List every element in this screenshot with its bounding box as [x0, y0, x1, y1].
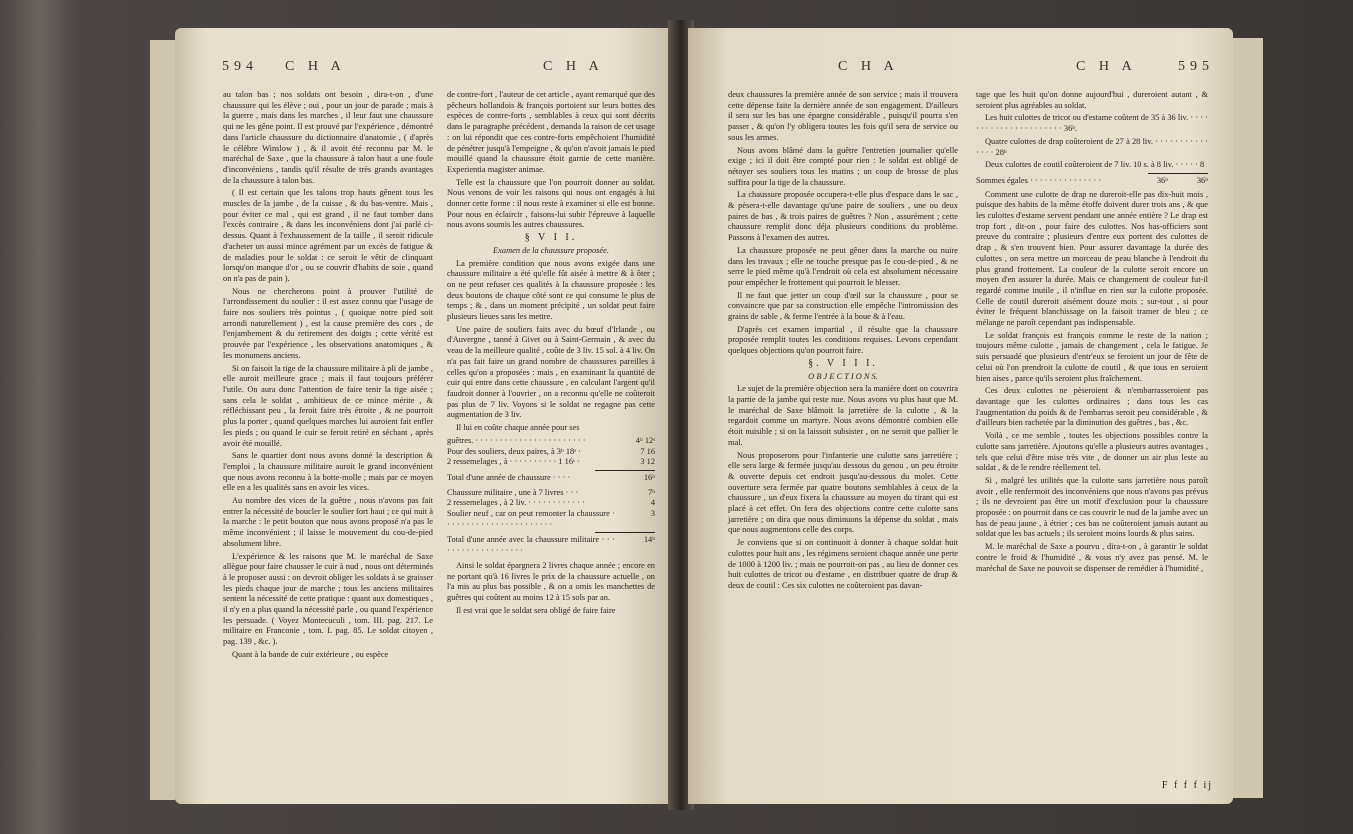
paragraph: Quant à la bande de cuir extérieure , ou espèce — [232, 649, 389, 659]
paragraph: Ainsi le soldat épargnera 2 livres chaque année ; encore en ne portant qu'à 16 livres le prix de la chaussure actuelle , on l'a mis au plus bas possible , & on a omis les manchettes de guêtres qui coûtent au moins 12 à 15 sols par an. — [447, 560, 655, 602]
paragraph: Nous avons blâmé dans la guêtre l'entretien journalier qu'elle exige ; ici il doit être compté pour rien : le soldat est obligé de nétoyer ses souliers tous les matins ; un coup de brosse de plus suffira pour la tige de la chaussure. — [728, 145, 958, 187]
left-page — [175, 28, 672, 804]
paragraph: Voilà , ce me semble , toutes les objections possibles contre la culotte sans jarretière. Ajoutons qu'elle a plusieurs autres avantages , tels que celui d'être mise très vite , de donner un air plus leste au soldat , & de le rendre réellement tel. — [976, 431, 1208, 473]
paragraph: Ces deux culottes ne pèseroient & n'embarrasseroient pas davantage que les culottes ordinaires ; dans tous les cas l'augmentation du poids & de l'embarras seroit peu considérable , & d'ailleurs bien rachetée par la diminution des guêtres , bas , &c. — [976, 386, 1208, 428]
paragraph: Une paire de souliers faits avec du bœuf d'Irlande , ou d'Auvergne , tanné à Givet ou à Saint-Germain , & avec du veau de la meilleure qualité , coûte de 3 liv. 15 sol. à 4 liv. On n'a pas fait faire un grand nombre de chaussures pareilles à celles qu'on a proposées : mais , en examinant la quantité de cuir qui entre dans cette chaussure , en calculant l'argent qu'il faudroit donner à l'ouvrier , on a reconnu qu'elle ne coûteroit pas plus de 7 liv. Voyons si le soldat ne regagne pas cette augmentation de 3 liv. — [447, 324, 655, 420]
paragraph: Si on faisoit la tige de la chaussure militaire à pli de jambe , elle auroit meilleure grace ; mais il faut toujours préférer l'utile. On aura donc l'attention de faire tenir la tige aisée ; sans cela le soldat , ambitieux de ce mince mérite , & réfléchissant peu , la feroit faire très étroite , & ne pourroit plus la porter , quand quelques marches lui auroient fait enfler les pieds ; ou quand le cuir se feroit retiré en séchant , après avoir été mouillé. — [223, 363, 433, 448]
paragraph: Si , malgré les utilités que la culotte sans jarretière nous paroît avoir , elle renfermoit des inconvéniens que nous n'avons pas prévus ; ils ne devroient pas être un motif d'exclusion pour la chaussure proposée : on pourroit dans ce cas couvrir le nud de la jambe avec un bas de peau jaune , à étrier ; ces bas ne coûteroient jamais autant au soldat que les bas actuels ; ils seroient moins lourds & plus sains. — [976, 475, 1208, 539]
left-page-column-1 — [223, 90, 433, 663]
cost-row: Soulier neuf , car on peut remonter la chaussure · · · · · · · · · · · · · · · · · · · · · · · 3 — [447, 509, 655, 529]
paragraph: L'expérience & les raisons que M. le maréchal de Saxe allègue pour faire chausser le cuir à nud , nous ont déterminés à le proposer aussi : on devroit obliger les soldats à se graisser les pieds chaque jour de marche ; tous les anciens militaires sentent la nécessité de cette pratique : quant aux domestiques , il n'y en a plus quand la nécessité parle , ou quand l'expérience les persuade. ( Voyez Montecuculi , tom. III. pag. 217. Le militaire en Franconie , tom. I. pag. 85. Le soldat citoyen , pag. 139 , &c. ). — [223, 551, 433, 647]
section-subtitle: O B J E C T I O N S. — [808, 371, 878, 381]
right-page-column-2 — [976, 90, 1208, 576]
running-head-left-2: C H A — [543, 59, 604, 74]
paragraph: La chaussure proposée occupera-t-elle plus d'espace dans le sac , & pèsera-t-elle davantage qu'une paire de souliers , une ou deux paires de bas , & trois paires de guêtres ? Non , assurément ; cette chaussure remplit donc déja plusieurs conditions du problème. Passons à l'examen des autres. — [728, 190, 958, 243]
running-head-left-1: C H A — [285, 59, 346, 74]
paragraph: ( Il est certain que les talons trop hauts gênent tous les muscles de la jambe , de la cuisse , & du bas-ventre. Mais , pour éviter ce mal , qui est grand , il ne faut tomber dans l'excès contraire , & dans les inconvéniens dont j'ai parlé ci-dessus. Quant à l'exhaussement de la taille , il seroit ridicule d'acheter un aussi mince agrément par un excès de fatigue & de maladies pour le soldat : ce seroit le vêtir de clinquant lorsqu'on manque d'or , ou se couvrir d'habits de soie , quand on n'a pas de pain ). — [223, 188, 433, 283]
cost-row: Chaussure militaire , une à 7 livres · · · 7ˡᶦ — [447, 487, 655, 497]
paragraph: au talon bas ; nos soldats ont besoin , dira-t-on , d'une chaussure qui les élève ; oui , pour un jour de parade ; mais à la guerre , mais dans les marches , il leur faut une chaussure qui ne les gêne point. Il est prouvé par l'expérience , démontré dans l'article chaussure du dictionnaire d'anatomie , ( d'après le célèbre Winslow ) , & il avoit été reconnu par M. le maréchal de Saxe , que la chaussure à talon haut a une foule d'inconvéniens , tandis qu'il résulte de très grands avantages de la chaussure à talon bas. — [223, 90, 433, 185]
running-head-right-2: C H A — [1076, 59, 1137, 74]
paragraph: tage que les huit qu'on donne aujourd'hui , dureroient autant , & seroient plus agréables au soldat. — [976, 90, 1208, 110]
paragraph: Nous proposerons pour l'infanterie une culotte sans jarretière ; elle sera large & fermée jusqu'au dessous du genou , un peu étroite & ouverte depuis cet endroit jusqu'au-dessous du molet. Cette ouverture sera fermée par quatre boutons semblables à ceux de la chaussure , un d'eux fixera la chaussure au moyen du tirant qui est placé à cet effet. On fera des objections contre cette culotte sans jarretière ; on dira que nous diminuons la dépense du soldat , mais que nous augmentons celle des corps. — [728, 450, 958, 535]
section-heading: §. V I I I. — [808, 357, 878, 369]
sum-line: Sommes égales · · · · · · · · · · · · · · · 36ˡᶦ 36ˡᶦ — [976, 175, 1208, 185]
total-rule — [1148, 173, 1208, 174]
cost-row: 2 ressemelages , à · · · · · · · · · · 1 16ˢ · 3 12 — [447, 457, 655, 467]
left-page-column-2 — [447, 90, 655, 618]
paragraph: Le sujet de la première objection sera la manière dont on couvrira la partie de la jambe qui reste nue. Nous avons vu plus haut que M. le maréchal de Saxe blâmoit la jarretière de la culotte , & la regardoit comme un martyre. Nous avons démontré combien elle étoit nuisible ; si on la laissoit subsister , on ne seroit que pallier le mal. — [728, 384, 958, 447]
page-edges-right — [1233, 38, 1263, 798]
paragraph: La première condition que nous avons exigée dans une chaussure militaire a été qu'elle fût aisée à mettre & à ôter ; on ne peut refuser ces qualités à la chaussure proposée : les deux boutons de chaque côté sont ce qui consume le plus de temps ; & , dans un moment précipité , un soldat peut faire plusieurs lieues sans les mettre. — [447, 258, 655, 322]
total-rule — [595, 532, 655, 533]
paragraph: D'après cet examen impartial , il résulte que la chaussure proposée remplit toutes les conditions requises. Levons cependant quelques objections qu'on pourroit faire. — [728, 324, 958, 356]
total-rule — [595, 470, 655, 471]
cost-total: Total d'une année avec la chaussure militaire · · · · · · · · · · · · · · · · · · · 14ˡᶦ — [447, 535, 655, 556]
cost-row: 2 ressemelages , à 2 liv. · · · · · · · · · · · · 4 — [447, 498, 655, 508]
paragraph: Je conviens que si on continuoit à donner à chaque soldat huit culottes pour huit ans , les régimens seroient chaque année une perte de 1000 à 1200 liv. ; mais ne pourroit-on pas , au lieu de donner ces huit culottes de tricot ou d'estame , en distribuer quatre de drap & deux de coutil : Ces six culottes ne coûteroient pas davan- — [728, 538, 958, 590]
cost-total: Total d'une année de chaussure · · · · 16ˡᶦ — [447, 472, 655, 482]
paragraph: La chaussure proposée ne peut gêner dans la marche ou nuire dans les travaux ; elle ne touche presque pas le cou-de-pied , & ne serre le pied même qu'à l'endroit où cela est absolument nécessaire pour empêcher le frottement qui pourroit le blesser. — [728, 245, 958, 287]
page-number-left: 594 — [222, 59, 258, 74]
cost-line: Quatre culottes de drap coûteroient de 27 à 28 liv. · · · · · · · · · · · · · · · 28ˡᶦ — [976, 136, 1208, 157]
paragraph: Il lui en coûte chaque année pour ses — [456, 423, 580, 433]
page-edges-left — [150, 40, 175, 800]
right-page-column-1 — [728, 90, 958, 594]
paragraph: M. le maréchal de Saxe a pourvu , dira-t-on , à garantir le soldat contre le froid & l'humidité , & vous n'y avez pas pensé. M. le maréchal de Saxe ne pouvoit se dispenser de remédier à l'humidité , — [976, 542, 1208, 573]
cost-row: Pour des souliers, deux paires, à 3ˡᶦ 18ˢ · 7 16 — [447, 446, 655, 456]
paragraph: Telle est la chaussure que l'on pourroit donner au soldat. Nous venons de voir les raisons qui nous ont engagés à lui donner cette forme : il nous reste à examiner si elle est bonne. Pour nous en éclaircir , faisons-lui subir l'épreuve à laquelle nous avons soumis les autres chaussures. — [447, 177, 655, 230]
paragraph: Sans le quartier dont nous avons donné la description & l'emploi , la chaussure militaire auroit le grand inconvénient que nous avons reconnu à la botte-molle ; mais par ce moyen elle en a les qualités sans en avoir les vices. — [223, 451, 433, 493]
section-heading: § V I I. — [524, 232, 578, 244]
signature-mark: F f f f ij — [1161, 780, 1213, 792]
paragraph: Le soldat françois est françois comme le reste de la nation ; toujours même culotte , jamais de changement , cela le fatigue. Je suis persuadé que plusieurs d'entr'eux se feroient un jour de fête de celui où l'on prendroit la culotte de coutil , & que tous en seroient bien aises , parce qu'ils seroient plus fraîchement. — [976, 330, 1208, 383]
paragraph: Comment une culotte de drap ne dureroit-elle pas dix-huit mois , puisque des habits de la même étoffe doivent durer trois ans , & que les culottes d'estame servent pendant une année entière ? Le drap est trop fort , dit-on , pour faire des culottes. Nos bas-officiers sont preuve du contraire ; plusieurs d'entre eux portent des culottes de drap , & s'en trouvent bien. Pour assurer davantage la durée des culottes , on sera mettre un morceau de peau blanche à l'endroit du plus grand frottement. La couleur de la culotte seroit encore un moyen d'en assurer la durée. Mais ce changement de couleur fut-il regardé comme inutile , il n'influe en rien sur la culotte proposée. Celle de coutil dureroit aisément douze mois ; sur-tout , si pour éviter le fréquent blanchissage on la faisoit tramer de bleu ; ce mélange ne paroît cependant pas indispensable. — [976, 189, 1208, 328]
paragraph: Il est vrai que le soldat sera obligé de faire faire — [456, 605, 616, 615]
paragraph: Nous ne chercherons point à prouver l'utilité de l'arrondissement du soulier : il est assez connu que l'usage de faire nos souliers très pointus , ( quoique notre pied soit arrondi naturellement ) , est la cause première des cors , de l'enjambement & du retirement des doigts ; cette vérité est prouvée par l'expérience , les observations anatomiques , & les monumens anciens. — [223, 286, 433, 360]
right-page — [688, 28, 1233, 804]
cost-line: Deux culottes de coutil coûteroient de 7 liv. 10 s. à 8 liv. · · · · · 8 — [985, 160, 1205, 170]
paragraph: Il ne faut que jetter un coup d'œil sur la chaussure , pour se convaincre que par sa construction elle empêche l'intromission des grains de sable , & ferme l'entrée à la boue & à l'eau. — [728, 290, 958, 322]
running-head-right-1: C H A — [838, 59, 899, 74]
page-number-right: 595 — [1178, 59, 1214, 74]
paragraph: deux chaussures la première année de son service ; mais il trouvera cette dépense faite la dernière année de son engagement. D'ailleurs il sera sur les bas une épargne considérable , puisqu'il pourra s'en passer , & qu'on l'y obligera toutes les fois qu'il sera de service ou sous les armes. — [728, 90, 958, 142]
cost-line: Les huit culottes de tricot ou d'estame coûtent de 35 à 36 liv. · · · · · · · · · · · · · · · · · · · · · · 36ˡᶦ. — [976, 113, 1208, 134]
cost-row: guêtres. · · · · · · · · · · · · · · · · · · · · · · · 4ˡᶦ 12ˢ — [447, 435, 655, 445]
paragraph: de contre-fort , l'auteur de cet article , ayant remarqué que des pêcheurs hollandois & françois portoient sur leurs bottes des espèces de contre-forts , semblables à ceux qui sont décrits dans le paragraphe précédent , demanda la raison de cet usage : on lui répondit que ces contre-forts empêchoient l'humidité de pénétrer jusqu'à l'empeigne , & qu'on n'avoit jamais le pied mouillé quand la chaussure étoit garnie de cette manière. Experientia magister animae. — [447, 90, 655, 174]
section-subtitle: Examen de la chaussure proposée. — [493, 245, 609, 255]
paragraph: Au nombre des vices de la guêtre , nous n'avons pas fait entrer la nécessité de boucler le soulier fort haut ; ce qui nuit à la marche : le petit bouton que nous avons proposé n'a pas le même inconvénient ; il laisse le mouvement du cou-de-pied absolument libre. — [223, 496, 433, 548]
